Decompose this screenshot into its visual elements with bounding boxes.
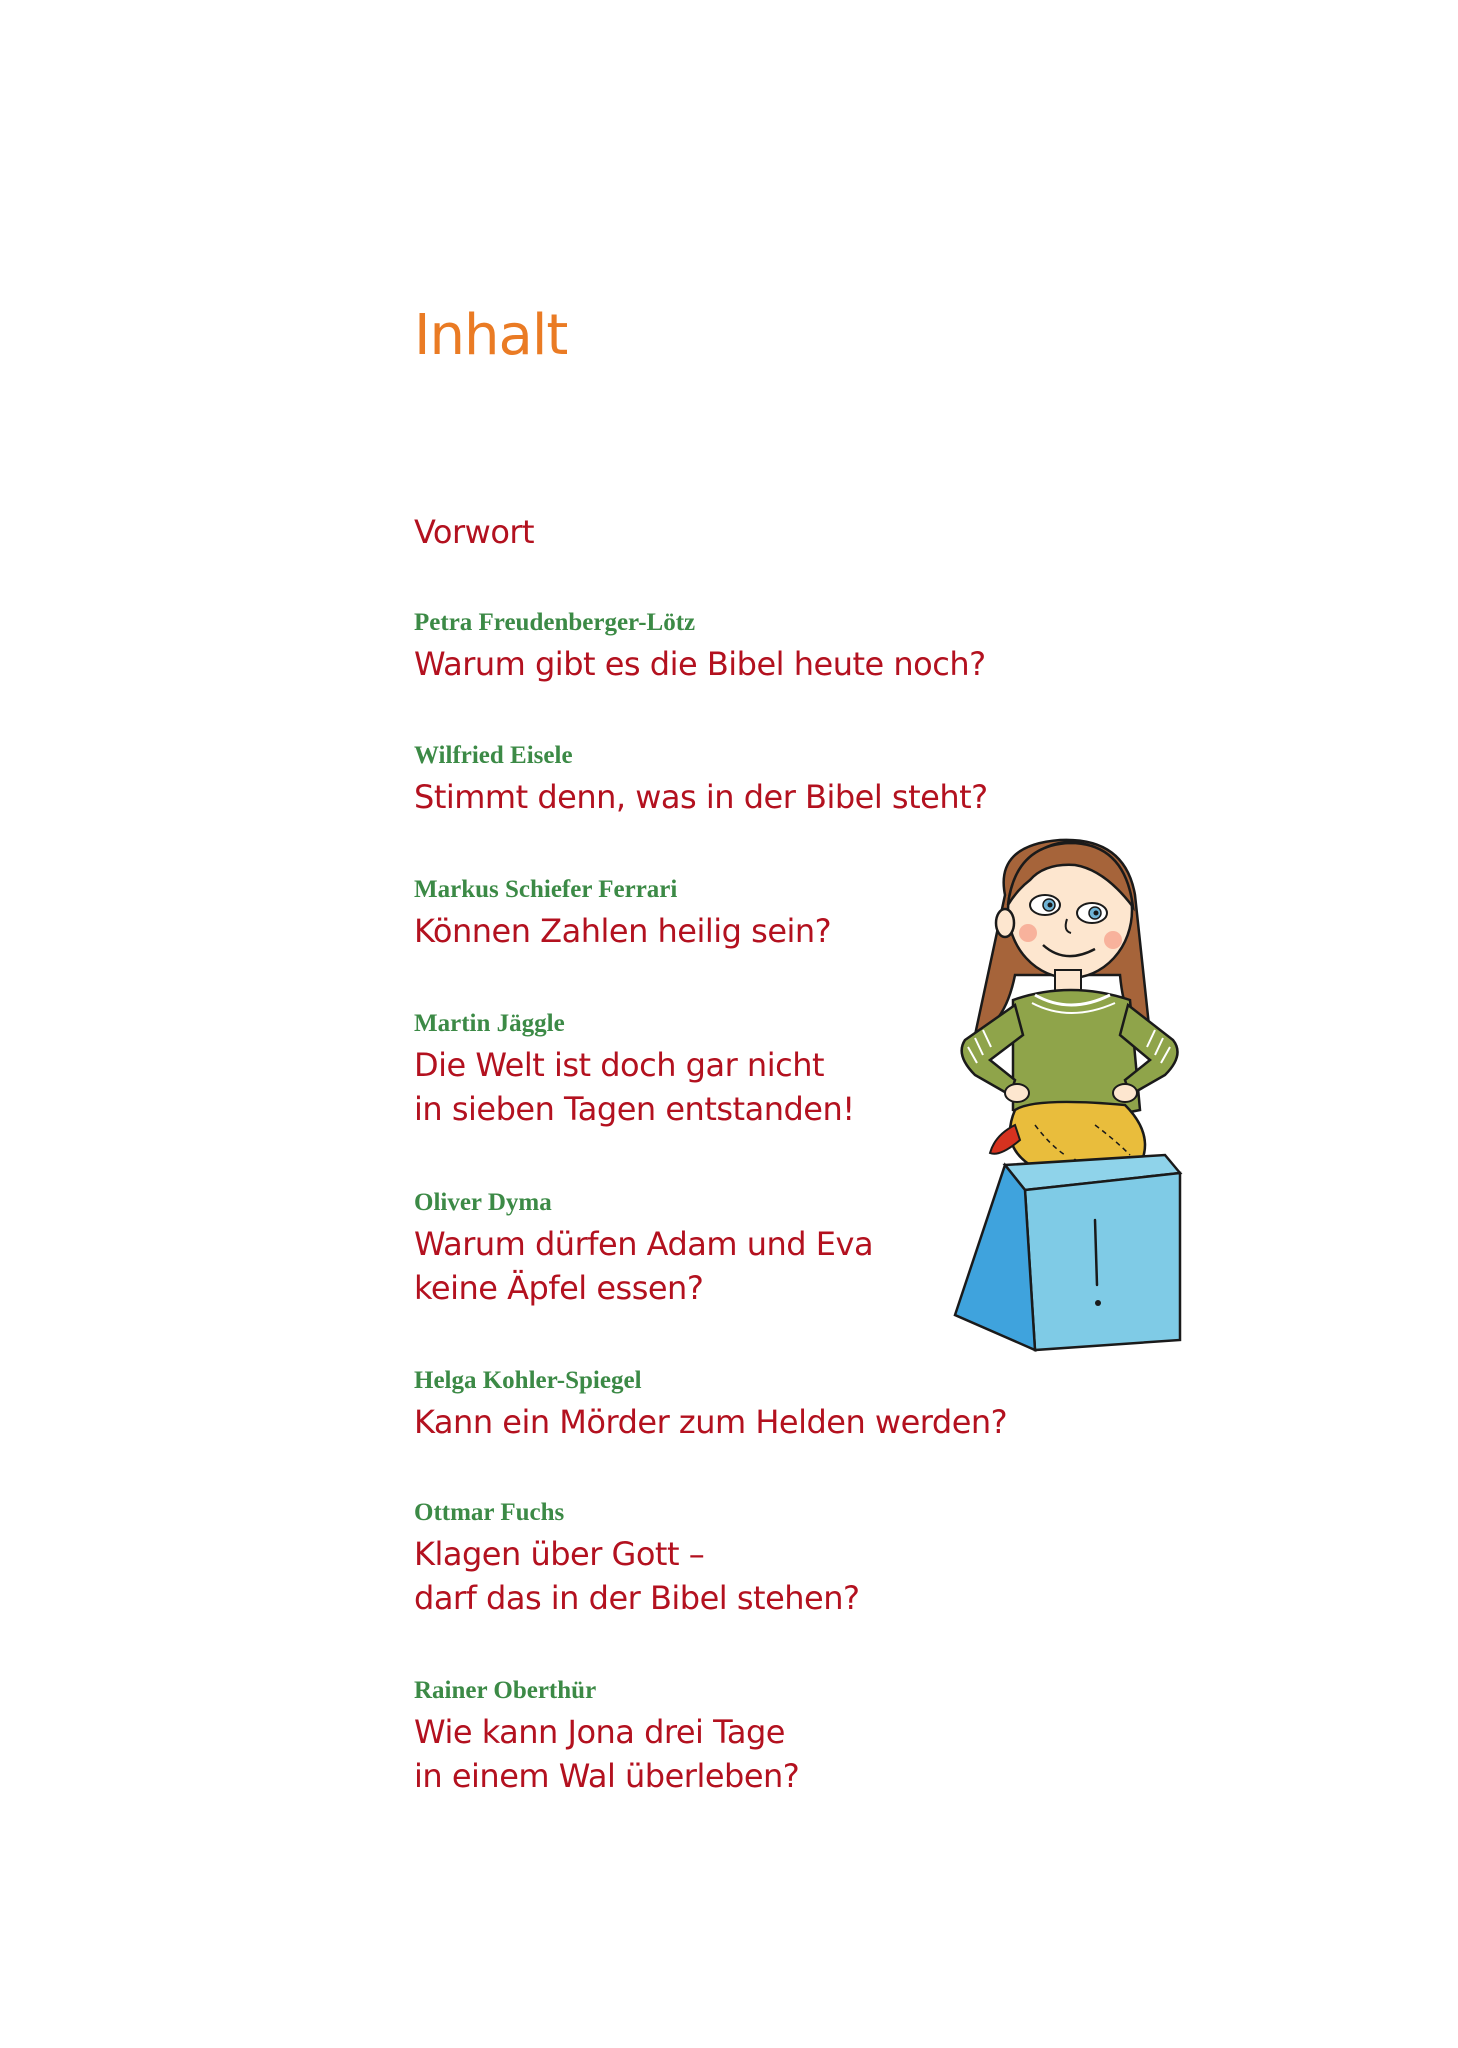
entry-author: Rainer Oberthür bbox=[414, 1677, 597, 1704]
entry-title-line: Kann ein Mörder zum Helden werden? bbox=[414, 1403, 1008, 1441]
entry-author: Wilfried Eisele bbox=[414, 742, 573, 769]
page-title: Inhalt bbox=[414, 303, 568, 368]
entry-title bbox=[414, 510, 534, 554]
entry-title-line: Warum dürfen Adam und Eva bbox=[414, 1225, 874, 1263]
entry-title-line: Können Zahlen heilig sein? bbox=[414, 912, 832, 950]
entry-author: Markus Schiefer Ferrari bbox=[414, 876, 678, 903]
entry-title-line: Die Welt ist doch gar nicht bbox=[414, 1046, 825, 1084]
entry-title bbox=[414, 1532, 860, 1620]
entry-title bbox=[414, 775, 988, 819]
entry-title-line: darf das in der Bibel stehen? bbox=[414, 1579, 860, 1617]
entry-title bbox=[414, 1043, 855, 1131]
entry-title-line: in sieben Tagen entstanden! bbox=[414, 1090, 855, 1128]
entry-author: Petra Freudenberger-Lötz bbox=[414, 609, 696, 636]
entry-title-line: Vorwort bbox=[414, 513, 535, 551]
entry-title bbox=[414, 1710, 799, 1798]
entry-title-line: Klagen über Gott – bbox=[414, 1535, 705, 1573]
entry-title bbox=[414, 642, 986, 686]
entry-author: Ottmar Fuchs bbox=[414, 1499, 565, 1526]
girl-illustration bbox=[935, 835, 1225, 1355]
entry-author: Martin Jäggle bbox=[414, 1010, 565, 1037]
entry-title bbox=[414, 1400, 1007, 1444]
entry-title-line: Warum gibt es die Bibel heute noch? bbox=[414, 645, 986, 683]
entry-author: Oliver Dyma bbox=[414, 1189, 552, 1216]
entry-author: Helga Kohler-Spiegel bbox=[414, 1367, 642, 1394]
entry-title bbox=[414, 1222, 873, 1310]
entry-title-line: keine Äpfel essen? bbox=[414, 1269, 704, 1307]
entry-title bbox=[414, 909, 831, 953]
entry-title-line: in einem Wal überleben? bbox=[414, 1757, 800, 1795]
entry-title-line: Stimmt denn, was in der Bibel steht? bbox=[414, 778, 988, 816]
entry-title-line: Wie kann Jona drei Tage bbox=[414, 1713, 785, 1751]
